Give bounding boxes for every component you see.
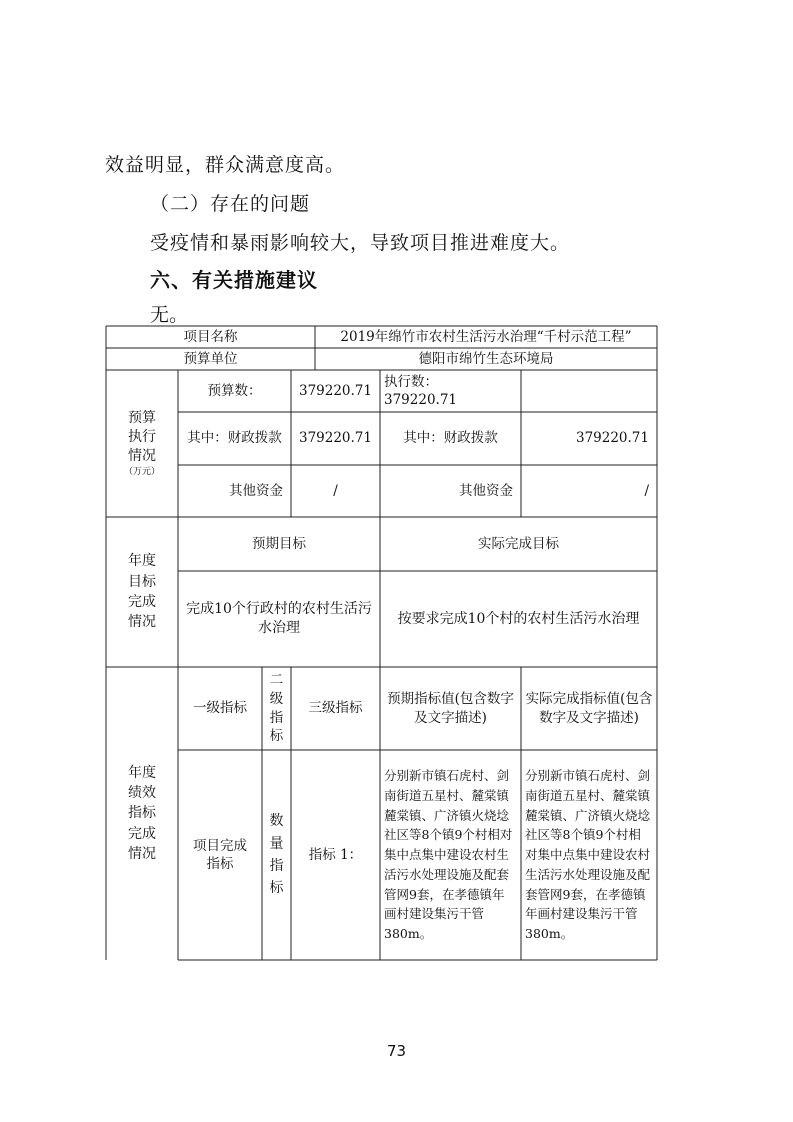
budget-exec-label-cell bbox=[106, 370, 178, 517]
expected-value-header: 预期指标值(包含数字及文字描述) bbox=[387, 691, 514, 726]
project-name-label: 项目名称 bbox=[183, 328, 238, 345]
paragraph-text: 受疫情和暴雨影响较大，导致项目推进难度大。 bbox=[150, 232, 571, 254]
page-number: 73 bbox=[386, 1042, 407, 1060]
expected-goal-cell bbox=[178, 571, 380, 667]
perf-label: 年度绩效指标完成情况 bbox=[128, 764, 156, 862]
expected-goal-header: 预期目标 bbox=[252, 535, 306, 552]
annual-goal-label: 年度目标完成情况 bbox=[128, 553, 156, 631]
expected-goal-value: 完成10个行政村的农村生活污水治理 bbox=[186, 601, 372, 636]
level2-header-cell bbox=[262, 667, 291, 750]
expected-value-cell bbox=[380, 750, 521, 960]
unit-note: （万元） bbox=[123, 466, 160, 477]
budget-count-label: 预算数： bbox=[207, 382, 262, 399]
budget-count-value: 379220.71 bbox=[298, 382, 372, 399]
level1-value-cell bbox=[178, 750, 262, 960]
actual-goal-header: 实际完成目标 bbox=[478, 535, 559, 552]
level2-value-cell bbox=[262, 750, 291, 960]
paragraph-text: 无。 bbox=[150, 304, 189, 326]
actual-value-cell bbox=[521, 750, 657, 960]
paragraph-text: 效益明显，群众满意度高。 bbox=[105, 154, 346, 176]
section-heading-problems: （二）存在的问题 bbox=[150, 193, 311, 215]
perf-label-cell bbox=[106, 667, 178, 960]
level2-header: 二级指标 bbox=[269, 671, 284, 745]
actual-value-header: 实际完成指标值(包含数字及文字描述) bbox=[525, 691, 653, 726]
fiscal-value-1: 379220.71 bbox=[298, 430, 372, 447]
level3-value: 指标 1： bbox=[308, 846, 363, 863]
actual-value-header-cell bbox=[521, 667, 657, 750]
budget-unit-value: 德阳市绵竹生态环境局 bbox=[418, 350, 554, 367]
other-value-1: / bbox=[333, 482, 338, 499]
budget-unit-label: 预算单位 bbox=[183, 350, 238, 367]
fiscal-label-2: 其中：财政拨款 bbox=[403, 430, 498, 447]
exec-count-cell bbox=[380, 370, 521, 412]
level1-header: 一级指标 bbox=[193, 700, 247, 717]
expected-value-header-cell bbox=[380, 667, 521, 750]
annual-goal-label-cell bbox=[106, 517, 178, 667]
exec-count-value: 379220.71 bbox=[384, 392, 458, 408]
level1-value: 项目完成指标 bbox=[193, 837, 247, 872]
other-label-1: 其他资金 bbox=[229, 482, 283, 499]
fiscal-value-2: 379220.71 bbox=[575, 430, 649, 447]
project-name-value: 2019年绵竹市农村生活污水治理“千村示范工程” bbox=[340, 328, 632, 345]
fiscal-label-1: 其中：财政拨款 bbox=[187, 430, 282, 447]
level2-value: 数量指标 bbox=[269, 813, 284, 897]
actual-value: 分别新市镇石虎村、剑南街道五星村、麓棠镇麓棠镇、广济镇火烧埝社区等8个镇9个村相对集中点集中建设农村生活污水处理设施及配套管网9套，在孝德镇年画村建设集污干管380m。 bbox=[525, 768, 651, 942]
expected-value: 分别新市镇石虎村、剑南街道五星村、麓棠镇麓棠镇、广济镇火烧埝社区等8个镇9个村相对集中点集中建设农村生活污水处理设施及配套管网9套，在孝德镇年画村建设集污干管380m。 bbox=[384, 768, 513, 942]
other-value-2: / bbox=[644, 482, 649, 499]
actual-goal-value: 按要求完成10个村的农村生活污水治理 bbox=[397, 610, 640, 627]
other-label-2: 其他资金 bbox=[459, 482, 513, 499]
actual-goal-cell bbox=[380, 571, 657, 667]
budget-exec-label: 预算执行情况 bbox=[128, 410, 156, 464]
section-heading-suggestions: 六、有关措施建议 bbox=[150, 268, 318, 292]
exec-count-label: 执行数： bbox=[384, 373, 438, 390]
level3-header: 三级指标 bbox=[308, 700, 363, 717]
